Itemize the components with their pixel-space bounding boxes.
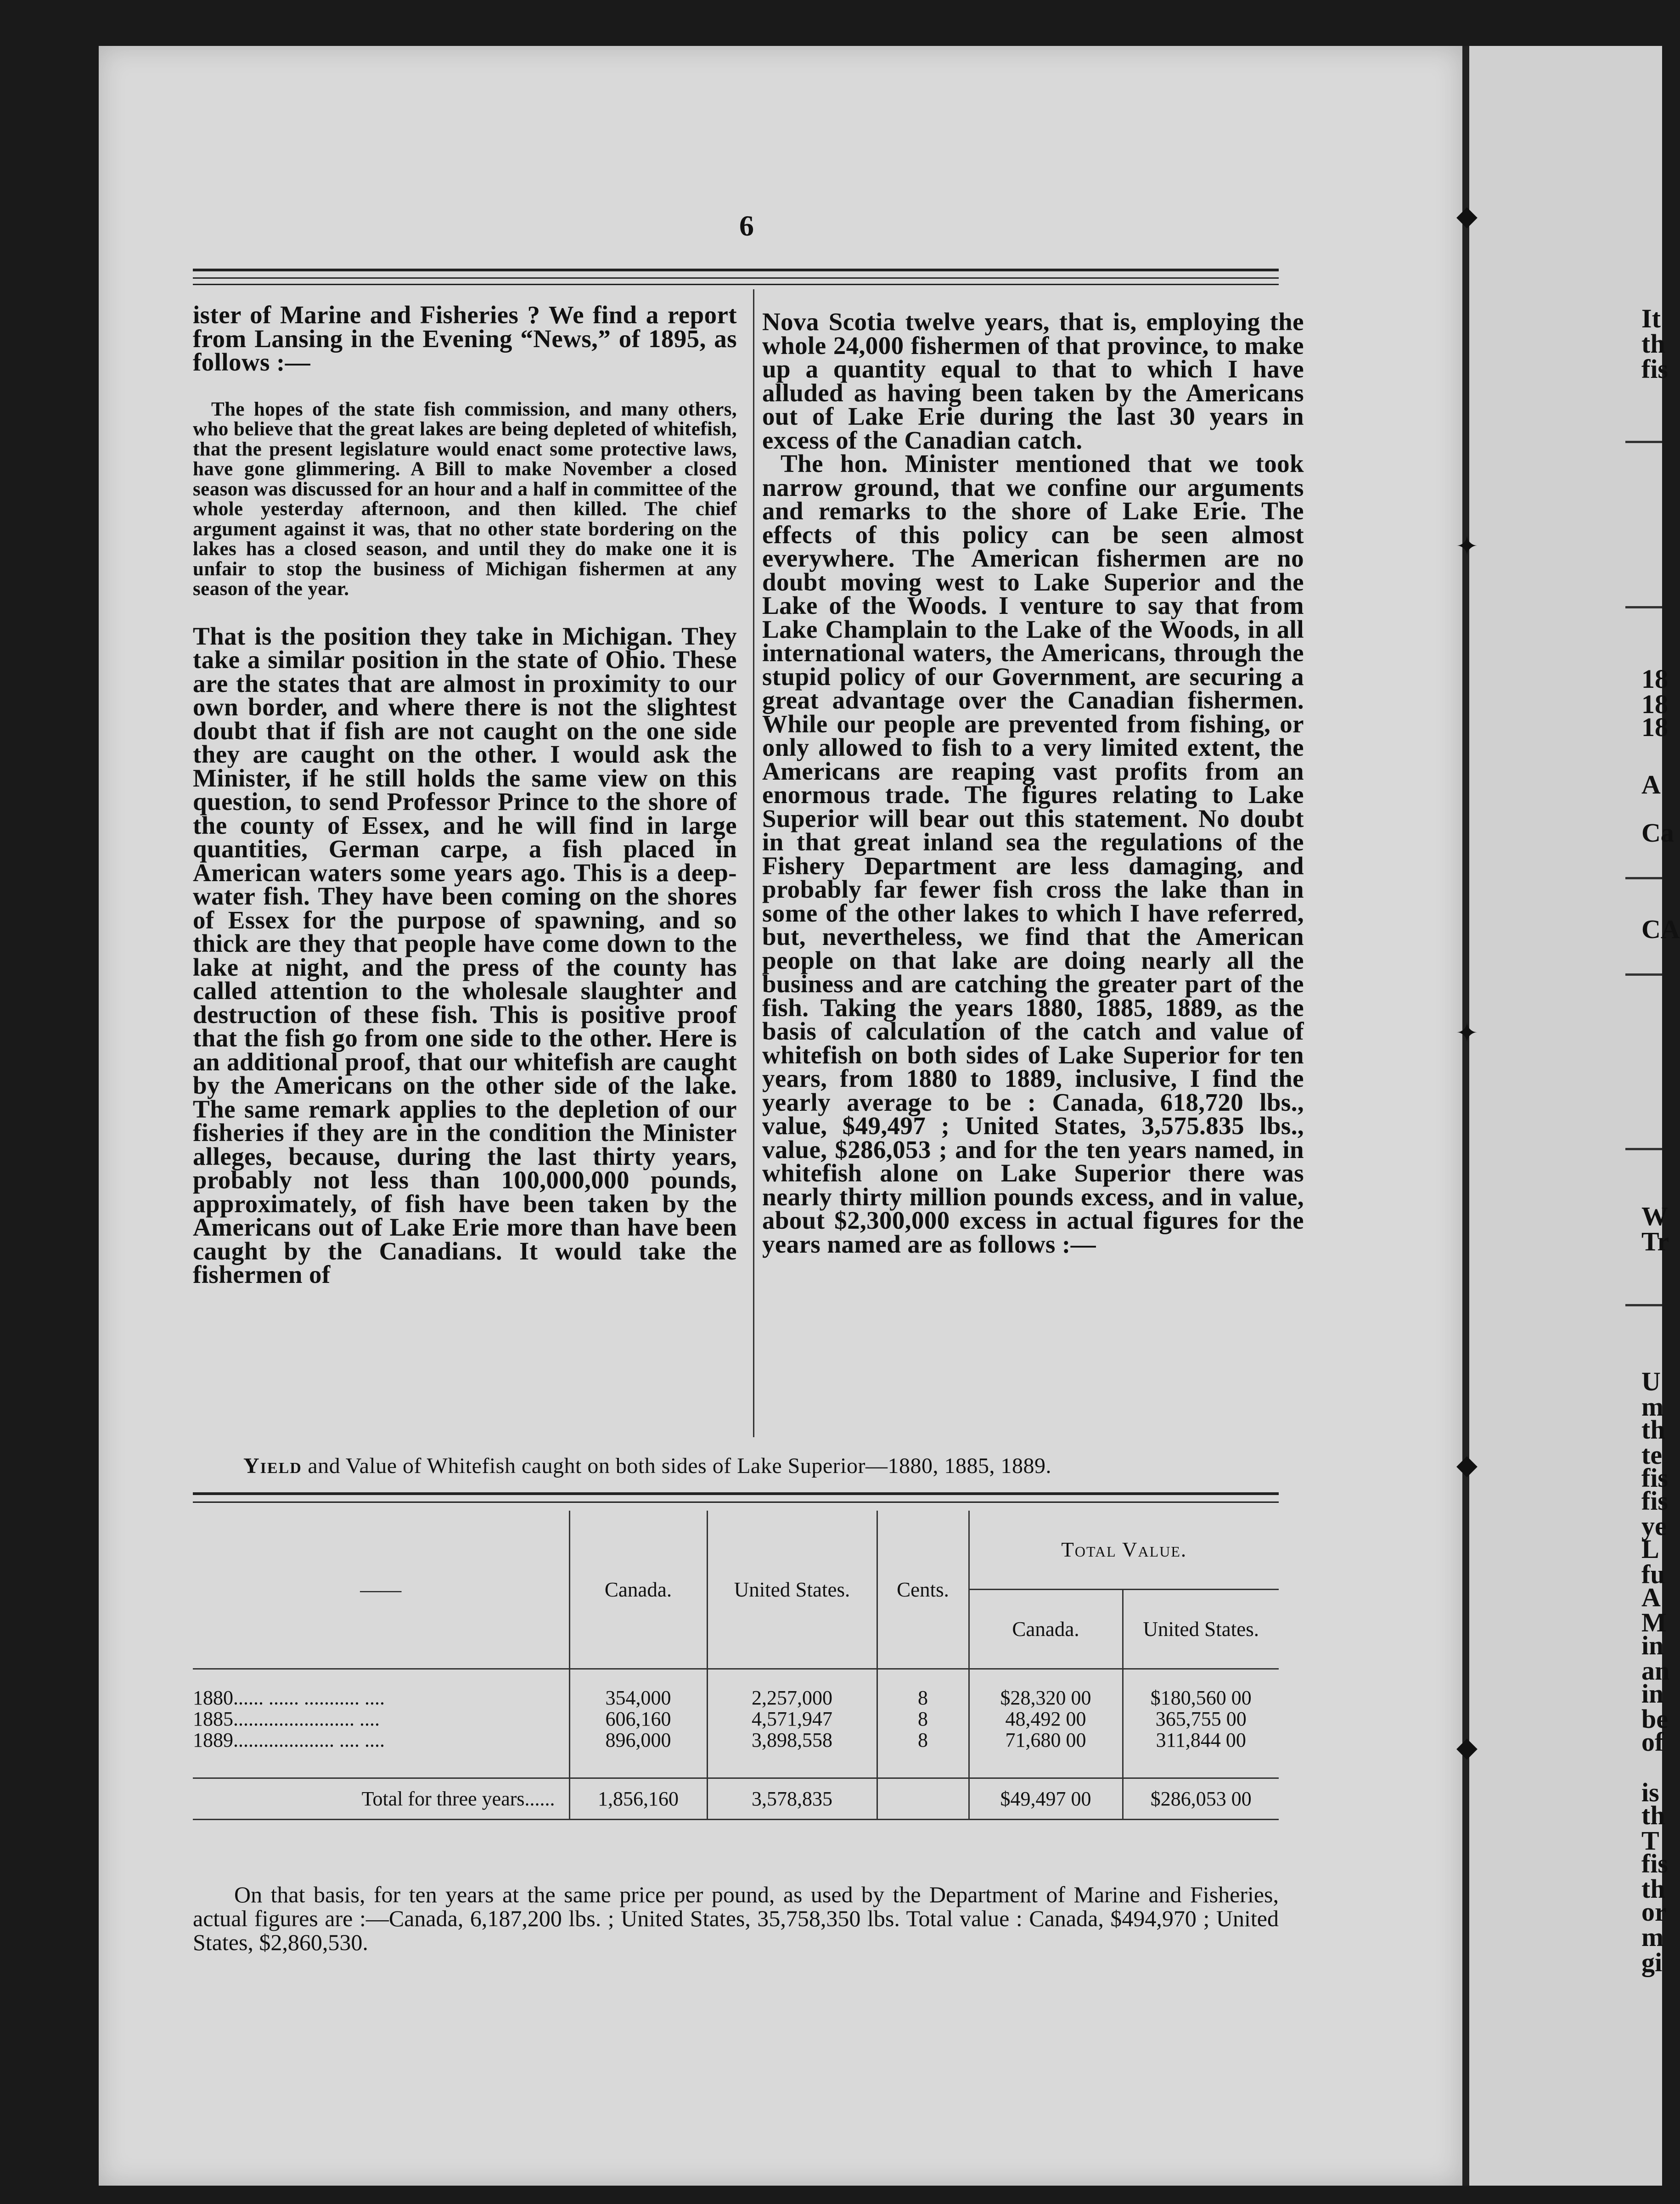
row-tv-canada: 48,492 00 [969,1709,1123,1730]
adjacent-page-fragment: Ca [1641,818,1674,848]
row-cents: 8 [877,1687,969,1709]
total-canada: 1,856,160 [569,1778,707,1820]
header-canada: Canada. [569,1511,707,1669]
header-total-value: Total Value. [969,1511,1279,1590]
header-tv-canada: Canada. [969,1590,1123,1669]
total-cents [877,1778,969,1820]
adjacent-page-fragment: th [1641,329,1665,359]
table-row [193,1687,1279,1709]
header-tv-us: United States. [1123,1590,1279,1669]
total-label: Total for three years...... [361,1788,555,1810]
adjacent-page-fragment: an [1641,1656,1670,1686]
total-tv-us: $286,053 00 [1123,1778,1279,1820]
adjacent-page-fragment: A [1641,770,1661,799]
adjacent-page-fragment: te [1641,1440,1663,1470]
adjacent-page-fragment: 18 [1641,712,1668,742]
row-tv-us: $180,560 00 [1123,1687,1279,1709]
adjacent-page-fragment: Tr [1641,1226,1669,1256]
adjacent-rule [1625,441,1662,443]
adjacent-page-fragment: gi [1641,1947,1663,1977]
adjacent-page-fragment: th [1641,1800,1665,1830]
table-title-text: and Value of Whitefish caught on both sides of Lake Superior—1880, 1885, 1889. [302,1454,1051,1478]
adjacent-page-fragment: 18 [1641,689,1668,719]
header-blank: —— [360,1578,402,1601]
adjacent-page-fragment: in [1641,1631,1664,1660]
binding-clip-icon: ✦ [1455,1018,1479,1048]
row-tv-canada: 71,680 00 [969,1730,1123,1751]
adjacent-page-fragment: fis [1641,1486,1668,1516]
table-row [193,1709,1279,1730]
total-us: 3,578,835 [707,1778,877,1820]
adjacent-page-fragment: L [1641,1534,1659,1564]
whitefish-table [193,1511,1279,1820]
row-us: 4,571,947 [707,1709,877,1730]
row-tv-canada: $28,320 00 [969,1687,1123,1709]
spacer-row [193,1751,1279,1778]
row-year: 1880...... ...... ........... .... [193,1686,385,1709]
adjacent-rule [1625,877,1662,879]
table-title [243,1453,1276,1479]
adjacent-page-fragment: T [1641,1826,1659,1855]
adjacent-page-fragment: be [1641,1704,1668,1734]
adjacent-page-fragment: M [1641,1608,1667,1637]
adjacent-page-fragment: CA [1641,914,1680,944]
binding-clip-icon: ◆ [1456,201,1478,231]
header-rule [193,277,1279,279]
right-column [762,310,1304,1256]
row-us: 2,257,000 [707,1687,877,1709]
adjacent-page-strip [1469,46,1662,2186]
adjacent-page-fragment: or [1641,1897,1667,1927]
left-paragraph: ister of Marine and Fisheries ? We find a report from Lansing in the Evening “News,” of 1895, as follows :— [193,301,737,376]
header-rule [193,284,1279,285]
footer-note [193,1883,1279,1954]
adjacent-page-fragment: th [1641,1874,1665,1904]
adjacent-page-fragment: fis [1641,1849,1668,1878]
row-tv-us: 311,844 00 [1123,1730,1279,1751]
footer-paragraph: On that basis, for ten years at the same price per pound, as used by the Department of Marine and Fisheries, actual figures are :—Canada, 6,187,200 lbs. ; United States, 35,758,350 lbs. Total value : Canada, $494,970 ; United States, $2,860,530. [193,1882,1279,1955]
table-row [193,1730,1279,1751]
adjacent-page-fragment: m [1641,1922,1664,1952]
row-cents: 8 [877,1730,969,1751]
row-canada: 354,000 [569,1687,707,1709]
row-canada: 606,160 [569,1709,707,1730]
adjacent-page-fragment: It [1641,304,1661,333]
adjacent-rule [1625,973,1662,976]
adjacent-rule [1625,1304,1662,1306]
header-cents: Cents. [877,1511,969,1669]
adjacent-page-fragment: 18 [1641,664,1668,694]
adjacent-page-fragment: fu [1641,1559,1665,1589]
adjacent-page-fragment: in [1641,1679,1664,1709]
adjacent-page-fragment: W [1641,1201,1668,1231]
binding-clip-icon: ◆ [1456,1732,1478,1762]
left-paragraph: That is the position they take in Michigan. They take a similar position in the state of Ohio. These are the states that are almost in proximity to our own border, and where there is not the slightest doubt that if fish are not caught on the one side they are caught on the other. I would ask the Minister, if he still holds the same view on this question, to send Professor Prince to the shore of the county of Essex, and he will find in large quantities, German carpe, a fish placed in American waters some years ago. This is a deep-water fish. They have been coming on the shores of Essex for the purpose of spawning, and so thick are they that people have come down to the lake at night, and the press of the county has called attention to the wholesale slaughter and destruction of these fish. This is positive proof that the fish go from one side to the other. Here is an additional proof, that our whitefish are caught by the Americans on the other side of the lake. The same remark applies to the depletion of our fisheries if they are in the condition the Minister alleges, because, during the last thirty years, probably not less than 100,000,000 pounds, approximately, of fish have been taken by the Americans out of Lake Erie more than have been caught by the Canadians. It would take the fishermen of [193,622,737,1288]
table-top-rule [193,1501,1279,1503]
row-tv-us: 365,755 00 [1123,1709,1279,1730]
left-column [193,303,737,1287]
header-rule [193,269,1279,271]
adjacent-page-fragment: A [1641,1582,1661,1612]
header-us: United States. [707,1511,877,1669]
adjacent-page-fragment: U [1641,1366,1661,1396]
right-paragraph: Nova Scotia twelve years, that is, employing the whole 24,000 fishermen of that province, to make up a quantity equal to that to which I have alluded as having been taken by the Americans out of Lake Erie during the last 30 years in excess of the Canadian catch. [762,308,1304,454]
binding-clip-icon: ◆ [1456,1450,1478,1480]
column-divider [753,289,754,1437]
row-us: 3,898,558 [707,1730,877,1751]
page-number: 6 [739,209,754,242]
table-top-rule [193,1492,1279,1495]
table-title-smallcaps: Yield [243,1454,302,1478]
header-row [193,1511,1279,1590]
right-paragraph: The hon. Minister mentioned that we took narrow ground, that we confine our arguments and remarks to the shore of Lake Erie. The effects of this policy can be seen almost everywhere. The American fishermen are no doubt moving west to Lake Superior and the Lake of the Woods. I venture to say that from Lake Champlain to the Lake of the Woods, in all international waters, the Americans, through the stupid policy of our Government, are securing a great advantage over the Canadian fishermen. While our people are prevented from fishing, or only allowed to fish to a very limited extent, the Americans are reaping vast profits from an enormous trade. The figures relating to Lake Superior will bear out this statement. No doubt in that great inland sea the regulations of the Fishery Department are less damaging, and probably far fewer fish cross the lake than in some of the other lakes to which I have referred, but, nevertheless, we find that the American people on that lake are doing nearly all the business and are catching the greater part of the fish. Taking the years 1880, 1885, 1889, as the basis of calculation of the catch and value of whitefish on both sides of Lake Superior for ten years, from 1880 to 1889, inclusive, I find the yearly average to be : Canada, 618,720 lbs., value, $49,497 ; United States, 3,575.835 lbs., value, $286,053 ; and for the ten years named, in whitefish alone on Lake Superior there was nearly thirty million pounds excess, and in value, about $2,300,000 excess in actual figures for the years named are as follows :— [762,450,1304,1258]
adjacent-page-fragment: m [1641,1392,1664,1422]
spacer-row [193,1669,1279,1687]
adjacent-rule [1625,1148,1662,1150]
total-row [193,1778,1279,1820]
row-year: 1885........................ .... [193,1707,380,1730]
row-year: 1889.................... .... .... [193,1728,385,1751]
adjacent-page-fragment: ye [1641,1511,1667,1541]
row-canada: 896,000 [569,1730,707,1751]
adjacent-page-fragment: th [1641,1415,1665,1445]
adjacent-page-fragment: fis [1641,354,1668,384]
total-tv-canada: $49,497 00 [969,1778,1123,1820]
binding-clip-icon: ✦ [1455,531,1479,562]
adjacent-page-fragment: is [1641,1777,1659,1807]
row-cents: 8 [877,1709,969,1730]
newspaper-quote: The hopes of the state fish commission, and many others, who believe that the great lakes are being depleted of whitefish, that the present legislature would enact some protective laws, have gone glimmering. A Bill to make November a closed season was discussed for an hour and a half in committee of the whole yesterday afternoon, and then killed. The chief argument against it was, that no other state bordering on the lakes has a closed season, and until they do make one it is unfair to stop the business of Michigan fishermen at any season of the year. [193,398,737,600]
adjacent-rule [1625,606,1662,608]
adjacent-page-fragment: of [1641,1727,1664,1757]
adjacent-page-fragment: fis [1641,1463,1668,1493]
